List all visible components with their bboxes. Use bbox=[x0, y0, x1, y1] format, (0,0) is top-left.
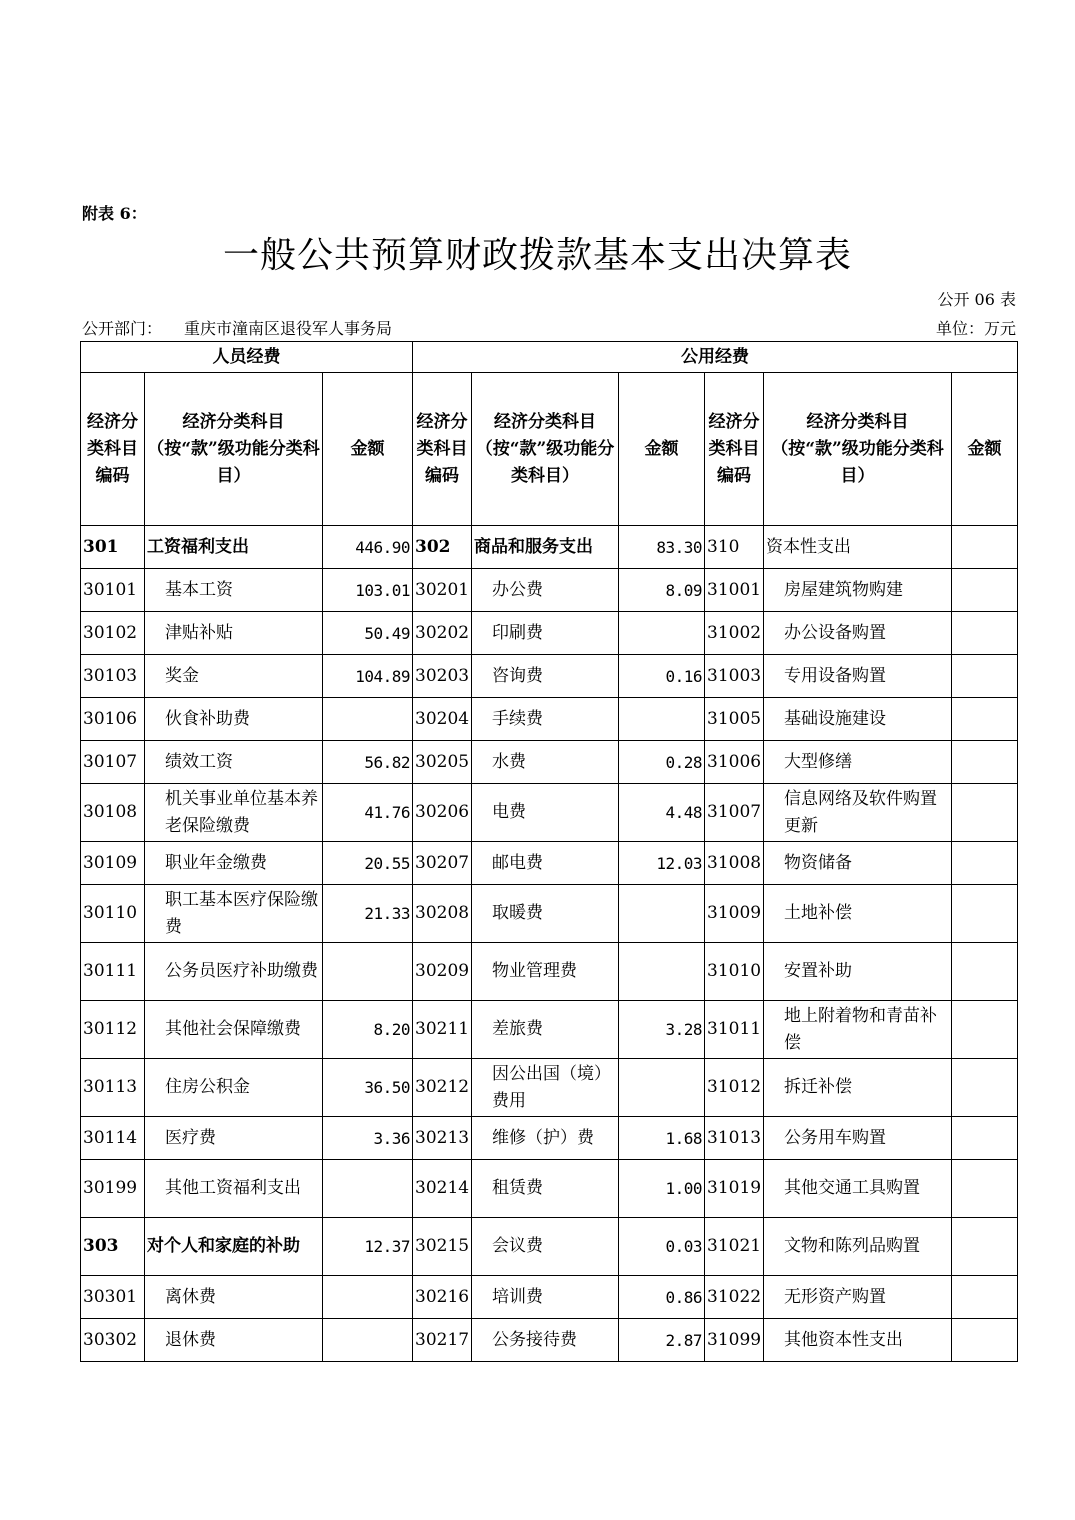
item-amount-b: 12.03 bbox=[619, 842, 705, 885]
item-amount-c bbox=[952, 885, 1018, 943]
item-amount-b: 0.03 bbox=[619, 1218, 705, 1276]
item-code-c: 31019 bbox=[705, 1160, 764, 1218]
item-name-b: 取暖费 bbox=[472, 885, 619, 943]
item-name-b: 邮电费 bbox=[472, 842, 619, 885]
item-amount-b bbox=[619, 885, 705, 943]
item-amount-a: 41.76 bbox=[323, 784, 413, 842]
item-name-c: 公务用车购置 bbox=[764, 1117, 952, 1160]
item-amount-c bbox=[952, 1218, 1018, 1276]
header-name-a: 经济分类科目（按“款”级功能分类科目） bbox=[145, 373, 323, 526]
item-name-c: 资本性支出 bbox=[764, 526, 952, 569]
table-row bbox=[81, 784, 1018, 842]
item-name-a: 津贴补贴 bbox=[145, 612, 323, 655]
item-code-a: 303 bbox=[81, 1218, 145, 1276]
item-name-a: 工资福利支出 bbox=[145, 526, 323, 569]
item-amount-c bbox=[952, 741, 1018, 784]
item-amount-b: 2.87 bbox=[619, 1319, 705, 1362]
item-name-b: 维修（护）费 bbox=[472, 1117, 619, 1160]
item-name-c: 大型修缮 bbox=[764, 741, 952, 784]
item-name-c: 物资储备 bbox=[764, 842, 952, 885]
item-code-c: 31006 bbox=[705, 741, 764, 784]
item-name-a: 基本工资 bbox=[145, 569, 323, 612]
item-amount-a: 36.50 bbox=[323, 1059, 413, 1117]
table-row bbox=[81, 1059, 1018, 1117]
item-amount-b: 1.00 bbox=[619, 1160, 705, 1218]
section-header-row bbox=[81, 342, 1018, 373]
item-code-b: 302 bbox=[413, 526, 472, 569]
item-name-a: 对个人和家庭的补助 bbox=[145, 1218, 323, 1276]
item-name-c: 信息网络及软件购置更新 bbox=[764, 784, 952, 842]
item-amount-b: 8.09 bbox=[619, 569, 705, 612]
item-name-b: 物业管理费 bbox=[472, 943, 619, 1001]
header-name-c: 经济分类科目（按“款”级功能分类科目） bbox=[764, 373, 952, 526]
item-code-a: 30110 bbox=[81, 885, 145, 943]
item-code-c: 31005 bbox=[705, 698, 764, 741]
item-name-b: 公务接待费 bbox=[472, 1319, 619, 1362]
header-code-c: 经济分类科目编码 bbox=[705, 373, 764, 526]
header-code-b: 经济分类科目编码 bbox=[413, 373, 472, 526]
item-amount-b bbox=[619, 698, 705, 741]
item-name-a: 医疗费 bbox=[145, 1117, 323, 1160]
item-amount-c bbox=[952, 1059, 1018, 1117]
item-code-a: 30114 bbox=[81, 1117, 145, 1160]
item-code-a: 30113 bbox=[81, 1059, 145, 1117]
item-amount-c bbox=[952, 1160, 1018, 1218]
item-name-c: 基础设施建设 bbox=[764, 698, 952, 741]
item-code-c: 31008 bbox=[705, 842, 764, 885]
item-code-c: 31002 bbox=[705, 612, 764, 655]
item-name-b: 印刷费 bbox=[472, 612, 619, 655]
item-code-a: 301 bbox=[81, 526, 145, 569]
item-amount-c bbox=[952, 569, 1018, 612]
item-code-c: 31021 bbox=[705, 1218, 764, 1276]
item-code-c: 31003 bbox=[705, 655, 764, 698]
item-amount-a bbox=[323, 698, 413, 741]
item-amount-b: 4.48 bbox=[619, 784, 705, 842]
item-amount-a: 446.90 bbox=[323, 526, 413, 569]
table-row bbox=[81, 1160, 1018, 1218]
item-amount-c bbox=[952, 698, 1018, 741]
table-row bbox=[81, 885, 1018, 943]
item-amount-c bbox=[952, 1001, 1018, 1059]
item-amount-a: 8.20 bbox=[323, 1001, 413, 1059]
item-name-b: 租赁费 bbox=[472, 1160, 619, 1218]
item-name-b: 办公费 bbox=[472, 569, 619, 612]
department-line bbox=[82, 316, 392, 339]
item-amount-b: 1.68 bbox=[619, 1117, 705, 1160]
item-name-c: 房屋建筑物购建 bbox=[764, 569, 952, 612]
item-code-b: 30212 bbox=[413, 1059, 472, 1117]
table-row bbox=[81, 1117, 1018, 1160]
item-code-a: 30103 bbox=[81, 655, 145, 698]
item-code-b: 30217 bbox=[413, 1319, 472, 1362]
item-code-c: 31007 bbox=[705, 784, 764, 842]
item-code-b: 30206 bbox=[413, 784, 472, 842]
header-amount-c: 金额 bbox=[952, 373, 1018, 526]
section-personnel: 人员经费 bbox=[81, 342, 413, 373]
item-amount-a: 3.36 bbox=[323, 1117, 413, 1160]
item-code-b: 30205 bbox=[413, 741, 472, 784]
item-amount-a: 104.89 bbox=[323, 655, 413, 698]
item-amount-b bbox=[619, 943, 705, 1001]
item-name-a: 奖金 bbox=[145, 655, 323, 698]
item-name-c: 办公设备购置 bbox=[764, 612, 952, 655]
item-name-c: 专用设备购置 bbox=[764, 655, 952, 698]
item-name-a: 退休费 bbox=[145, 1319, 323, 1362]
item-name-b: 电费 bbox=[472, 784, 619, 842]
table-row bbox=[81, 655, 1018, 698]
item-code-a: 30112 bbox=[81, 1001, 145, 1059]
item-name-c: 地上附着物和青苗补偿 bbox=[764, 1001, 952, 1059]
item-name-a: 公务员医疗补助缴费 bbox=[145, 943, 323, 1001]
header-amount-b: 金额 bbox=[619, 373, 705, 526]
item-code-b: 30215 bbox=[413, 1218, 472, 1276]
item-code-c: 31099 bbox=[705, 1319, 764, 1362]
item-code-c: 31022 bbox=[705, 1276, 764, 1319]
item-code-b: 30201 bbox=[413, 569, 472, 612]
item-amount-a: 50.49 bbox=[323, 612, 413, 655]
column-header-row bbox=[81, 373, 1018, 526]
section-public: 公用经费 bbox=[413, 342, 1018, 373]
item-name-a: 职业年金缴费 bbox=[145, 842, 323, 885]
item-amount-c bbox=[952, 612, 1018, 655]
table-row bbox=[81, 1276, 1018, 1319]
table-row bbox=[81, 1001, 1018, 1059]
item-code-c: 31009 bbox=[705, 885, 764, 943]
item-amount-c bbox=[952, 655, 1018, 698]
item-code-b: 30203 bbox=[413, 655, 472, 698]
table-row bbox=[81, 741, 1018, 784]
table-row bbox=[81, 569, 1018, 612]
item-amount-b bbox=[619, 1059, 705, 1117]
item-code-c: 31001 bbox=[705, 569, 764, 612]
item-code-a: 30111 bbox=[81, 943, 145, 1001]
item-name-c: 无形资产购置 bbox=[764, 1276, 952, 1319]
item-amount-c bbox=[952, 1117, 1018, 1160]
item-amount-a: 12.37 bbox=[323, 1218, 413, 1276]
header-code-a: 经济分类科目编码 bbox=[81, 373, 145, 526]
item-name-a: 其他社会保障缴费 bbox=[145, 1001, 323, 1059]
item-name-c: 其他交通工具购置 bbox=[764, 1160, 952, 1218]
table-row bbox=[81, 1319, 1018, 1362]
item-amount-b bbox=[619, 612, 705, 655]
item-name-c: 土地补偿 bbox=[764, 885, 952, 943]
item-code-a: 30109 bbox=[81, 842, 145, 885]
item-code-c: 31012 bbox=[705, 1059, 764, 1117]
item-code-b: 30208 bbox=[413, 885, 472, 943]
item-name-a: 伙食补助费 bbox=[145, 698, 323, 741]
item-code-a: 30107 bbox=[81, 741, 145, 784]
item-code-a: 30301 bbox=[81, 1276, 145, 1319]
item-amount-b: 83.30 bbox=[619, 526, 705, 569]
item-name-b: 差旅费 bbox=[472, 1001, 619, 1059]
item-code-b: 30207 bbox=[413, 842, 472, 885]
item-code-c: 31010 bbox=[705, 943, 764, 1001]
item-name-a: 绩效工资 bbox=[145, 741, 323, 784]
item-amount-a bbox=[323, 1276, 413, 1319]
item-code-b: 30204 bbox=[413, 698, 472, 741]
item-code-a: 30199 bbox=[81, 1160, 145, 1218]
item-code-b: 30211 bbox=[413, 1001, 472, 1059]
item-name-c: 其他资本性支出 bbox=[764, 1319, 952, 1362]
table-number: 公开 06 表 bbox=[937, 290, 1016, 309]
item-name-b: 因公出国（境）费用 bbox=[472, 1059, 619, 1117]
item-amount-a bbox=[323, 1160, 413, 1218]
item-name-b: 咨询费 bbox=[472, 655, 619, 698]
annex-label: 附表 6： bbox=[82, 204, 147, 223]
department-label: 公开部门： bbox=[82, 319, 163, 338]
item-amount-c bbox=[952, 526, 1018, 569]
item-name-a: 职工基本医疗保险缴费 bbox=[145, 885, 323, 943]
table-row bbox=[81, 943, 1018, 1001]
item-amount-b: 3.28 bbox=[619, 1001, 705, 1059]
item-name-a: 其他工资福利支出 bbox=[145, 1160, 323, 1218]
item-code-b: 30216 bbox=[413, 1276, 472, 1319]
department-name: 重庆市潼南区退役军人事务局 bbox=[184, 319, 393, 338]
page-title: 一般公共预算财政拨款基本支出决算表 bbox=[222, 235, 852, 276]
item-name-b: 商品和服务支出 bbox=[472, 526, 619, 569]
item-code-a: 30302 bbox=[81, 1319, 145, 1362]
item-name-a: 住房公积金 bbox=[145, 1059, 323, 1117]
item-code-c: 310 bbox=[705, 526, 764, 569]
header-amount-a: 金额 bbox=[323, 373, 413, 526]
item-name-b: 会议费 bbox=[472, 1218, 619, 1276]
item-name-b: 水费 bbox=[472, 741, 619, 784]
item-amount-c bbox=[952, 842, 1018, 885]
item-name-c: 安置补助 bbox=[764, 943, 952, 1001]
item-amount-c bbox=[952, 943, 1018, 1001]
item-code-a: 30106 bbox=[81, 698, 145, 741]
table-row bbox=[81, 612, 1018, 655]
item-name-c: 文物和陈列品购置 bbox=[764, 1218, 952, 1276]
header-name-b: 经济分类科目（按“款”级功能分类科目） bbox=[472, 373, 619, 526]
item-amount-c bbox=[952, 784, 1018, 842]
table-body bbox=[81, 526, 1018, 1362]
item-code-b: 30213 bbox=[413, 1117, 472, 1160]
item-amount-a bbox=[323, 1319, 413, 1362]
item-amount-a: 103.01 bbox=[323, 569, 413, 612]
item-code-a: 30108 bbox=[81, 784, 145, 842]
item-amount-c bbox=[952, 1276, 1018, 1319]
item-amount-b: 0.86 bbox=[619, 1276, 705, 1319]
item-amount-a: 56.82 bbox=[323, 741, 413, 784]
item-code-a: 30101 bbox=[81, 569, 145, 612]
budget-table bbox=[80, 341, 1018, 1362]
unit-label: 单位：万元 bbox=[935, 319, 1016, 338]
item-code-c: 31011 bbox=[705, 1001, 764, 1059]
item-code-b: 30202 bbox=[413, 612, 472, 655]
table-row bbox=[81, 1218, 1018, 1276]
item-name-b: 手续费 bbox=[472, 698, 619, 741]
item-code-c: 31013 bbox=[705, 1117, 764, 1160]
item-code-a: 30102 bbox=[81, 612, 145, 655]
item-name-a: 离休费 bbox=[145, 1276, 323, 1319]
item-amount-a bbox=[323, 943, 413, 1001]
item-amount-a: 21.33 bbox=[323, 885, 413, 943]
item-code-b: 30209 bbox=[413, 943, 472, 1001]
item-name-a: 机关事业单位基本养老保险缴费 bbox=[145, 784, 323, 842]
table-row bbox=[81, 842, 1018, 885]
item-amount-a: 20.55 bbox=[323, 842, 413, 885]
item-name-b: 培训费 bbox=[472, 1276, 619, 1319]
item-amount-b: 0.28 bbox=[619, 741, 705, 784]
item-code-b: 30214 bbox=[413, 1160, 472, 1218]
item-amount-b: 0.16 bbox=[619, 655, 705, 698]
item-name-c: 拆迁补偿 bbox=[764, 1059, 952, 1117]
table-row bbox=[81, 526, 1018, 569]
item-amount-c bbox=[952, 1319, 1018, 1362]
table-row bbox=[81, 698, 1018, 741]
